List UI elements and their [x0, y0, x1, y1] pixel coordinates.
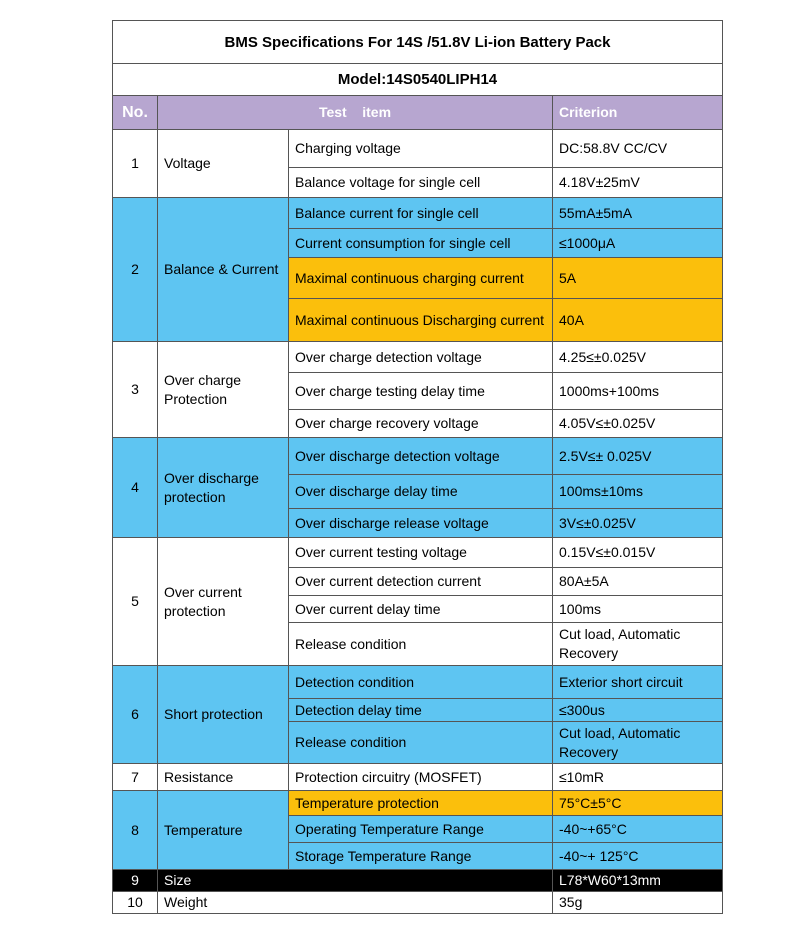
criterion-value: ≤300us	[553, 699, 723, 722]
title-row	[113, 21, 723, 64]
test-item: Over current delay time	[289, 596, 553, 623]
criterion-value: 3V≤±0.025V	[553, 509, 723, 538]
test-item: Maximal continuous charging current	[289, 258, 553, 299]
test-category: Weight	[158, 892, 553, 914]
test-item: Protection circuitry (MOSFET)	[289, 764, 553, 791]
bms-spec-table	[112, 20, 723, 914]
table-row	[113, 892, 723, 914]
criterion-value: 100ms±10ms	[553, 475, 723, 509]
criterion-value: Cut load, Automatic Recovery	[553, 623, 723, 666]
criterion-value: 100ms	[553, 596, 723, 623]
test-category: Voltage	[158, 130, 289, 198]
criterion-value: 0.15V≤±0.015V	[553, 538, 723, 568]
test-category: Size	[158, 870, 553, 892]
table-row	[113, 198, 723, 229]
criterion-value: ≤10mR	[553, 764, 723, 791]
criterion-value: -40~+65°C	[553, 816, 723, 843]
row-number: 1	[113, 130, 158, 198]
row-number: 3	[113, 342, 158, 438]
test-item: Current consumption for single cell	[289, 229, 553, 258]
test-category: Balance & Current	[158, 198, 289, 342]
criterion-value: DC:58.8V CC/CV	[553, 130, 723, 168]
header-no: No.	[113, 96, 158, 130]
row-number: 4	[113, 438, 158, 538]
criterion-value: 1000ms+100ms	[553, 373, 723, 410]
model-number: Model:14S0540LIPH14	[113, 64, 723, 96]
test-item: Balance current for single cell	[289, 198, 553, 229]
criterion-value: 55mA±5mA	[553, 198, 723, 229]
test-item: Over charge detection voltage	[289, 342, 553, 373]
row-number: 2	[113, 198, 158, 342]
test-item: Operating Temperature Range	[289, 816, 553, 843]
test-item: Over discharge delay time	[289, 475, 553, 509]
row-number: 7	[113, 764, 158, 791]
table-row	[113, 870, 723, 892]
test-item: Release condition	[289, 722, 553, 764]
row-number: 9	[113, 870, 158, 892]
table-row	[113, 666, 723, 699]
test-category: Temperature	[158, 791, 289, 870]
header-criterion: Criterion	[553, 96, 723, 130]
header-test-item: Test item	[158, 96, 553, 130]
test-category: Resistance	[158, 764, 289, 791]
criterion-value: 4.25≤±0.025V	[553, 342, 723, 373]
test-item: Maximal continuous Discharging current	[289, 299, 553, 342]
row-number: 10	[113, 892, 158, 914]
test-item: Over charge recovery voltage	[289, 410, 553, 438]
test-category: Over discharge protection	[158, 438, 289, 538]
criterion-value: 5A	[553, 258, 723, 299]
criterion-value: L78*W60*13mm	[553, 870, 723, 892]
test-item: Over discharge release voltage	[289, 509, 553, 538]
row-number: 5	[113, 538, 158, 666]
criterion-value: -40~+ 125°C	[553, 843, 723, 870]
test-item: Storage Temperature Range	[289, 843, 553, 870]
test-item: Detection condition	[289, 666, 553, 699]
test-item: Over charge testing delay time	[289, 373, 553, 410]
test-item: Over current testing voltage	[289, 538, 553, 568]
criterion-value: Exterior short circuit	[553, 666, 723, 699]
test-item: Detection delay time	[289, 699, 553, 722]
criterion-value: 75°C±5°C	[553, 791, 723, 816]
test-item: Balance voltage for single cell	[289, 168, 553, 198]
table-row	[113, 438, 723, 475]
criterion-value: 40A	[553, 299, 723, 342]
table-row	[113, 791, 723, 816]
row-number: 8	[113, 791, 158, 870]
criterion-value: ≤1000μA	[553, 229, 723, 258]
test-item: Charging voltage	[289, 130, 553, 168]
test-item: Over discharge detection voltage	[289, 438, 553, 475]
test-category: Over current protection	[158, 538, 289, 666]
table-row	[113, 538, 723, 568]
criterion-value: 2.5V≤± 0.025V	[553, 438, 723, 475]
table-row	[113, 764, 723, 791]
table-row	[113, 130, 723, 168]
test-item: Release condition	[289, 623, 553, 666]
criterion-value: 4.05V≤±0.025V	[553, 410, 723, 438]
model-row	[113, 64, 723, 96]
row-number: 6	[113, 666, 158, 764]
criterion-value: 80A±5A	[553, 568, 723, 596]
test-item: Over current detection current	[289, 568, 553, 596]
criterion-value: Cut load, Automatic Recovery	[553, 722, 723, 764]
test-category: Short protection	[158, 666, 289, 764]
test-item: Temperature protection	[289, 791, 553, 816]
table-title: BMS Specifications For 14S /51.8V Li-ion Battery Pack	[113, 21, 723, 64]
header-row	[113, 96, 723, 130]
test-category: Over charge Protection	[158, 342, 289, 438]
criterion-value: 4.18V±25mV	[553, 168, 723, 198]
criterion-value: 35g	[553, 892, 723, 914]
table-row	[113, 342, 723, 373]
